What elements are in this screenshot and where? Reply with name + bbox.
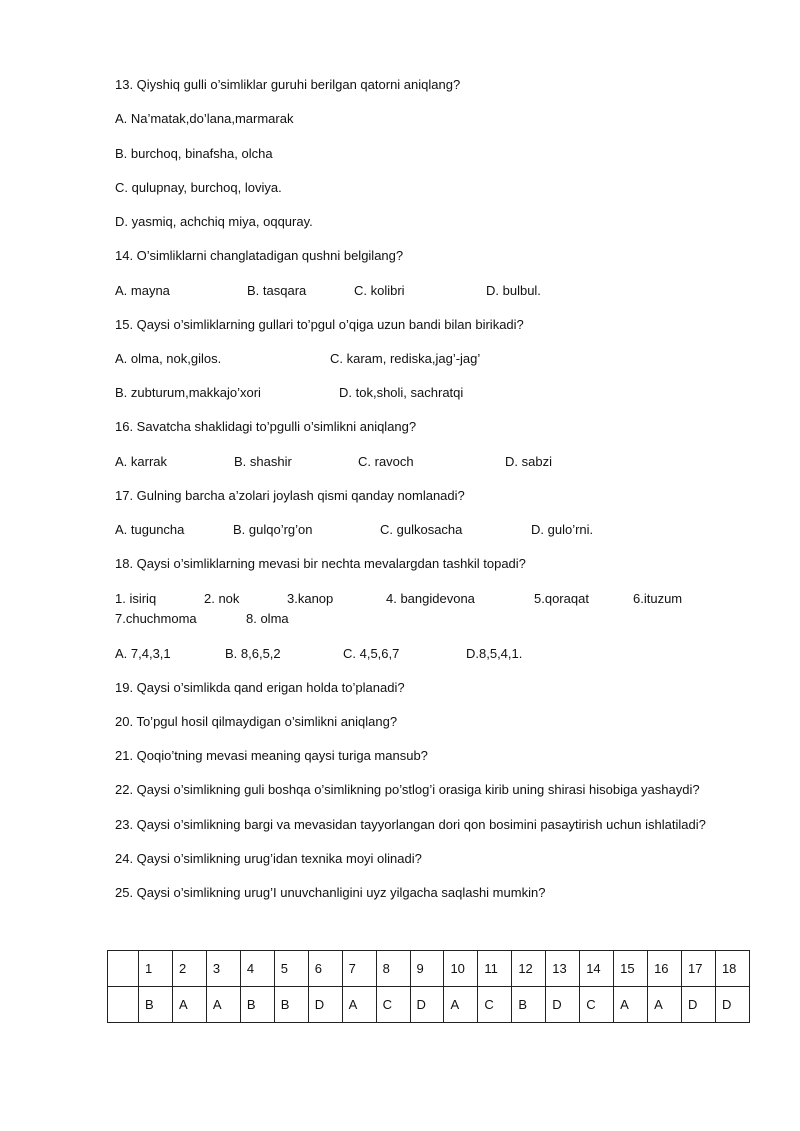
table-cell-number: 13 bbox=[546, 951, 580, 987]
question-17-option-a: A. tuguncha bbox=[115, 522, 185, 537]
table-cell-answer: A bbox=[614, 987, 648, 1023]
table-cell-number: 2 bbox=[172, 951, 206, 987]
table-cell-answer: C bbox=[478, 987, 512, 1023]
question-14-option-d: D. bulbul. bbox=[486, 283, 541, 298]
question-14-option-c: C. kolibri bbox=[354, 283, 405, 298]
question-17-option-b: B. gulqo’rg’on bbox=[233, 522, 313, 537]
question-14-text: 14. O’simliklarni changlatadigan qushni belgilang? bbox=[115, 248, 404, 263]
question-18-option-c: C. 4,5,6,7 bbox=[343, 646, 400, 661]
table-cell-answer: D bbox=[546, 987, 580, 1023]
question-18-option-b: B. 8,6,5,2 bbox=[225, 646, 281, 661]
question-18-item-3: 3.kanop bbox=[287, 591, 334, 606]
answer-table bbox=[107, 950, 750, 1023]
question-16-option-d: D. sabzi bbox=[505, 454, 552, 469]
table-cell-number: 8 bbox=[376, 951, 410, 987]
question-20-text: 20. To’pgul hosil qilmaydigan o’simlikni aniqlang? bbox=[115, 714, 398, 729]
question-13-option-b: B. burchoq, binafsha, olcha bbox=[115, 146, 273, 161]
question-16-text: 16. Savatcha shaklidagi to’pgulli o’simlikni aniqlang? bbox=[115, 419, 417, 434]
table-cell-number: 9 bbox=[410, 951, 444, 987]
table-cell-answer: A bbox=[444, 987, 478, 1023]
table-cell-number: 11 bbox=[478, 951, 512, 987]
question-15-option-c: C. karam, rediska,jag’-jag’ bbox=[330, 351, 481, 366]
question-25-text: 25. Qaysi o’simlikning urug’I unuvchanligini uyz yilgacha saqlashi mumkin? bbox=[115, 885, 546, 900]
table-cell-answer: A bbox=[206, 987, 240, 1023]
question-24-text: 24. Qaysi o’simlikning urug’idan texnika moyi olinadi? bbox=[115, 851, 422, 866]
table-cell-number: 12 bbox=[512, 951, 546, 987]
question-14-option-b: B. tasqara bbox=[247, 283, 307, 298]
question-18-item-7: 7.chuchmoma bbox=[115, 611, 197, 626]
table-cell-answer: B bbox=[274, 987, 308, 1023]
table-cell-number: 1 bbox=[139, 951, 173, 987]
question-18-option-d: D.8,5,4,1. bbox=[466, 646, 523, 661]
table-cell-number: 5 bbox=[274, 951, 308, 987]
question-23-text: 23. Qaysi o’simlikning bargi va mevasidan tayyorlangan dori qon bosimini pasaytirish uchun ishlatiladi? bbox=[115, 817, 706, 832]
question-18-item-5: 5.qoraqat bbox=[534, 591, 589, 606]
table-cell-answer: D bbox=[410, 987, 444, 1023]
question-15-option-b: B. zubturum,makkajo’xori bbox=[115, 385, 261, 400]
table-cell-empty bbox=[108, 987, 139, 1023]
question-17-text: 17. Gulning barcha a’zolari joylash qismi qanday nomlanadi? bbox=[115, 488, 465, 503]
table-cell-answer: D bbox=[682, 987, 716, 1023]
question-18-option-a: A. 7,4,3,1 bbox=[115, 646, 171, 661]
table-cell-answer: A bbox=[342, 987, 376, 1023]
table-cell-answer: B bbox=[139, 987, 173, 1023]
question-13-text: 13. Qiyshiq gulli o’simliklar guruhi berilgan qatorni aniqlang? bbox=[115, 77, 461, 92]
question-13-option-c: C. qulupnay, burchoq, loviya. bbox=[115, 180, 282, 195]
answer-table-answer-row bbox=[108, 987, 750, 1023]
table-cell-number: 6 bbox=[308, 951, 342, 987]
question-18-item-4: 4. bangidevona bbox=[386, 591, 475, 606]
table-cell-answer: B bbox=[240, 987, 274, 1023]
question-18-item-1: 1. isiriq bbox=[115, 591, 157, 606]
table-cell-answer: A bbox=[648, 987, 682, 1023]
table-cell-number: 16 bbox=[648, 951, 682, 987]
table-cell-number: 10 bbox=[444, 951, 478, 987]
table-cell-answer: B bbox=[512, 987, 546, 1023]
table-cell-number: 17 bbox=[682, 951, 716, 987]
question-18-item-6: 6.ituzum bbox=[633, 591, 683, 606]
question-13-option-d: D. yasmiq, achchiq miya, oqquray. bbox=[115, 214, 313, 229]
question-15-option-d: D. tok,sholi, sachratqi bbox=[339, 385, 464, 400]
question-18-item-2: 2. nok bbox=[204, 591, 240, 606]
question-22-text: 22. Qaysi o’simlikning guli boshqa o’simlikning po’stlog’i orasiga kirib uning shirasi hisobiga yashaydi? bbox=[115, 782, 700, 797]
table-cell-number: 15 bbox=[614, 951, 648, 987]
question-18-item-8: 8. olma bbox=[246, 611, 289, 626]
question-21-text: 21. Qoqio’tning mevasi meaning qaysi turiga mansub? bbox=[115, 748, 428, 763]
question-14-option-a: A. mayna bbox=[115, 283, 170, 298]
table-cell-answer: D bbox=[715, 987, 749, 1023]
question-16-option-a: A. karrak bbox=[115, 454, 168, 469]
question-16-option-c: C. ravoch bbox=[358, 454, 414, 469]
table-cell-empty bbox=[108, 951, 139, 987]
table-cell-answer: C bbox=[580, 987, 614, 1023]
question-13-option-a: A. Na’matak,do’lana,marmarak bbox=[115, 111, 294, 126]
answer-table-number-row bbox=[108, 951, 750, 987]
question-18-text: 18. Qaysi o’simliklarning mevasi bir nechta mevalargdan tashkil topadi? bbox=[115, 556, 526, 571]
question-17-option-d: D. gulo’rni. bbox=[531, 522, 594, 537]
question-15-text: 15. Qaysi o’simliklarning gullari to’pgul o’qiga uzun bandi bilan birikadi? bbox=[115, 317, 524, 332]
question-17-option-c: C. gulkosacha bbox=[380, 522, 463, 537]
table-cell-number: 3 bbox=[206, 951, 240, 987]
question-19-text: 19. Qaysi o’simlikda qand erigan holda to’planadi? bbox=[115, 680, 405, 695]
table-cell-answer: C bbox=[376, 987, 410, 1023]
question-16-option-b: B. shashir bbox=[234, 454, 292, 469]
table-cell-number: 14 bbox=[580, 951, 614, 987]
table-cell-answer: A bbox=[172, 987, 206, 1023]
table-cell-answer: D bbox=[308, 987, 342, 1023]
table-cell-number: 18 bbox=[715, 951, 749, 987]
question-15-option-a: A. olma, nok,gilos. bbox=[115, 351, 222, 366]
table-cell-number: 4 bbox=[240, 951, 274, 987]
table-cell-number: 7 bbox=[342, 951, 376, 987]
